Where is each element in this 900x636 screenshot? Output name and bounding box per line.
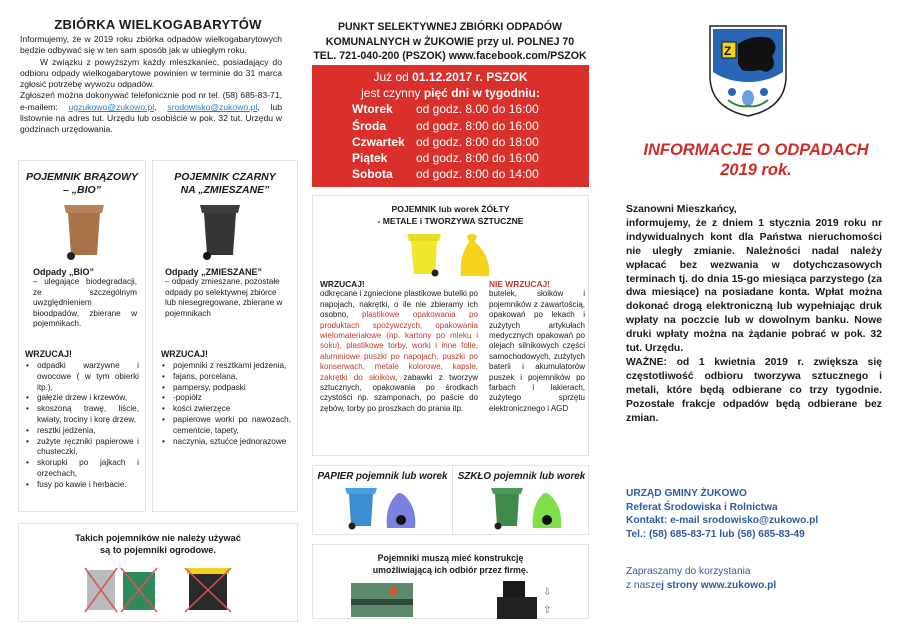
svg-text:⇩: ⇩ [543, 587, 552, 598]
yellow-wrzucaj [320, 279, 478, 414]
p3-suffix: , lub listownie na adres tut. Urzędu lub osobiście w pok. 32 tut. Urzędu w godzinach urzędowania. [20, 101, 282, 135]
mixed-desc [165, 267, 289, 319]
pszok-schedule [312, 101, 589, 182]
bin-construction-panel [312, 544, 589, 619]
crossed-out-bins-icon [83, 564, 233, 614]
list-item: • gałęzie drzew i krzewów, [25, 393, 139, 404]
bulky-waste-p2: W związku z powyższym każdy mieszkaniec, posiadający do odbioru odpady wielkogabarytowe powinien w terminie do 31 marca zgłosić potrzebę wywozu odpadów. [20, 56, 282, 90]
schedule-row [312, 166, 589, 182]
residents-letter [626, 203, 882, 426]
email-link-ugzukowo[interactable]: ugzukowo@zukowo.pl [68, 101, 155, 112]
letter-body2: WAŻNE: od 1 kwietnia 2019 r. zwiększa się częstotliwość odbioru tworzywa sztucznego i metali, które będą odbierane co trzy tygodnie. Pozostałe frakcje odpadów będą odbierane bez zmian. [626, 356, 882, 424]
bio-wrzucaj-head: WRZUCAJ! [25, 349, 72, 359]
list-item: • fajans, porcelana, [161, 372, 291, 383]
paper-section [313, 466, 453, 534]
pszok-intro-2 [312, 85, 589, 101]
bio-odpady-head: Odpady „BIO” [33, 267, 95, 277]
paper-glass-panel [312, 465, 589, 535]
mixed-items-list [161, 361, 291, 447]
pszok-title [305, 20, 595, 64]
pszok-title-line3: TEL. 721-040-200 (PSZOK) www.facebook.com/PSZOK [313, 50, 587, 62]
bio-title-line2: – „BIO” [63, 184, 101, 196]
yellow-wrzucaj-head: WRZUCAJ! [320, 279, 365, 289]
mixed-odpady-head: Odpady „ZMIESZANE” [165, 267, 263, 277]
list-item: • fusy po kawie i herbacie. [25, 480, 139, 491]
paper-bin-and-bag-icon [343, 486, 423, 532]
schedule-row [312, 134, 589, 150]
list-item: • resztki jedzenia, [25, 426, 139, 437]
paper-title: PAPIER pojemnik lub worek [317, 471, 448, 482]
schedule-row [312, 101, 589, 117]
list-item: • skorupki po jajkach i orzechach, [25, 458, 139, 480]
list-item: • kości zwierzęce [161, 404, 291, 415]
brown-bin-icon [61, 201, 107, 261]
list-item: • pojemniki z resztkami jedzenia, [161, 361, 291, 372]
pszok-intro-1 [312, 69, 589, 85]
intro-d: pięć dni w tygodniu: [423, 86, 540, 101]
yellow-wrzucaj-a: odkręcane i zgniecione plastikowe butelki po napojach, nakrętki, o ile nie zbieramy ich osobno, [320, 289, 478, 320]
schedule-hours: od godz. 8:00 do 18:00 [416, 134, 539, 149]
email-link-srodowisko[interactable]: srodowisko@zukowo.pl [167, 101, 258, 112]
glass-title: SZKŁO pojemnik lub worek [457, 471, 586, 482]
bio-bin-title [19, 171, 145, 197]
bio-wrzucaj [25, 349, 139, 491]
zukowo-coat-of-arms-icon [708, 24, 788, 118]
info-title [612, 140, 900, 180]
schedule-day: Środa [352, 118, 387, 133]
garden-line1: Takich pojemników nie należy używać [75, 533, 241, 543]
yellow-nie-head: NIE WRZUCAJ! [489, 279, 550, 289]
contact-block [626, 487, 886, 541]
mixed-bin-title [153, 171, 297, 197]
bulky-waste-p3 [20, 90, 282, 135]
invite-line1: Zapraszamy do korzystania [626, 566, 751, 577]
mixed-wrzucaj-head: WRZUCAJ! [161, 349, 208, 359]
pszok-title-line2: KOMUNALNYCH w ŻUKOWIE przy ul. POLNEJ 70 [325, 35, 575, 48]
schedule-day: Sobota [352, 167, 393, 182]
list-item: • odpadki warzywne i owocowe ( w tym obierki itp.), [25, 361, 139, 393]
glass-bin-and-bag-icon [489, 486, 569, 532]
bulky-waste-title: ZBIÓRKA WIELKOGABARYTÓW [54, 17, 262, 32]
list-item: • pampersy, podpaski [161, 383, 291, 394]
schedule-row [312, 118, 589, 134]
list-item: • naczynia, sztućce jednorazowe [161, 437, 291, 448]
mixed-title-line2: NA „ZMIESZANE” [180, 184, 270, 196]
schedule-hours: od godz. 8:00 do 16:00 [416, 151, 539, 166]
glass-section [453, 466, 590, 534]
mixed-odpady-desc: – odpady zmieszane, pozostałe odpady po selektywnej zbiórce lub niesegregowane, zbierane w pojemnikach [165, 277, 283, 318]
contact-email[interactable]: Kontakt: e-mail srodowisko@zukowo.pl [626, 515, 819, 526]
schedule-day: Czwartek [352, 134, 405, 149]
letter-body1: informujemy, że z dniem 1 stycznia 2019 roku nr indywidualnych kont dla Państwa nieruchomości nie uległy zmianie. Należności nadal należy wpłacać bez wezwania w dotychczasowych terminach tj. do dnia 15-go miesiąca parzystego (za dwa miesiące) na posiadane konta. Wpłat można dokonać drogą elektroniczną lub wypełniając druk wpłaty na poczcie lub w dowolnym banku. Nowe druki wpłaty można na żądanie pobrać w pok. 32 tut. Urzędu. [626, 217, 882, 355]
schedule-day: Wtorek [352, 102, 393, 117]
svg-text:⇧: ⇧ [543, 605, 552, 616]
construction-note [313, 552, 588, 576]
intro-c: jest czynny [361, 86, 424, 101]
yellow-wrzucaj-b: , zabawki z tworzyw sztucznych, opakowania po środkach czystości np. szamponach, po paście do zębów, torby po proszkach do prania itp. [320, 372, 479, 413]
website-invite [626, 565, 886, 592]
schedule-day: Piątek [352, 151, 388, 166]
letter-greeting: Szanowni Mieszkańcy, [626, 204, 737, 215]
schedule-hours: od godz. 8:00 do 16:00 [416, 118, 539, 133]
contact-phone: Tel.: (58) 685-83-71 lub (58) 685-83-49 [626, 528, 805, 540]
schedule-hours: od godz. 8:00 do 14:00 [416, 167, 539, 182]
yellow-wrzucaj-red: plastikowe opakowania po produktach spożywczych, opakowania wielomateriałowe (np. kartony po mleku i soku), plastikowe torby, worki i inne folie, aluminiowe puszki po napojach, puszki po konserwach, metale kolorowe, kapsle, zakrętki do słoików [320, 310, 478, 382]
yellow-bin-panel [312, 195, 589, 456]
sep: , [154, 101, 168, 112]
list-item: • papierowe worki po nawozach, cementcie, tapety, [161, 415, 291, 437]
garden-line2: są to pojemniki ogrodowe. [100, 545, 216, 555]
bio-title-line1: POJEMNIK BRĄZOWY [25, 171, 138, 183]
pszok-title-line1: PUNKT SELEKTYWNEJ ZBIÓRKI ODPADÓW [337, 21, 563, 33]
svg-text:Z: Z [724, 44, 732, 58]
contact-office: URZĄD GMINY ŻUKOWO [626, 488, 747, 499]
bio-desc [33, 267, 137, 330]
construction-line1: Pojemniki muszą mieć konstrukcję [377, 553, 524, 563]
p3-prefix: Zgłoszeń można dokonywać telefonicznie pod nr tel. (58) 685-83-71, e-mailem: [20, 90, 282, 112]
intro-b: 01.12.2017 r. PSZOK [412, 70, 528, 84]
mixed-bin-panel [152, 160, 298, 512]
contact-department: Referat Środowiska i Rolnictwa [626, 501, 778, 513]
mixed-wrzucaj [161, 349, 291, 447]
info-title-line2: 2019 rok. [720, 161, 792, 179]
bio-bin-panel [18, 160, 146, 512]
yellow-nie-wrzucaj [489, 279, 585, 414]
bulky-waste-p1: Informujemy, że w 2019 roku zbiórka odpadów wielkogabarytowych będzie odbywać się w ten sam sposób jak w ubiegłym roku. [20, 34, 282, 56]
list-item: • zużyte ręczniki papierowe i chusteczki, [25, 437, 139, 459]
yellow-title-line1: POJEMNIK lub worek ŻÓŁTY [391, 204, 510, 214]
pszok-hours-box [312, 65, 589, 187]
website-link[interactable]: j strony www.zukowo.pl [661, 579, 777, 591]
schedule-hours: od godz. 8.00 do 16:00 [416, 102, 539, 117]
list-item: • skoszoną trawę, liście, kwiaty, trociny i korę drzew, [25, 404, 139, 426]
garden-bins-note [19, 532, 297, 556]
intro-a: Już od [373, 70, 413, 84]
yellow-title-line2: - METALE i TWORZYWA SZTUCZNE [377, 215, 524, 226]
info-title-line1: INFORMACJE O ODPADACH [643, 141, 869, 159]
bulky-waste-text [20, 34, 282, 136]
black-bin-icon [197, 201, 243, 261]
construction-line2: umożliwiającą ich odbiór przez firmę. [372, 565, 529, 575]
mixed-title-line1: POJEMNIK CZARNY [174, 171, 276, 183]
bio-odpady-desc: – ulegające biodegradacji, ze szczególnym uwzględnieniem bioodpadów, zbierane w pojemnikach. [33, 277, 137, 329]
yellow-bin-title [313, 204, 588, 227]
list-item: • -popiółz [161, 393, 291, 404]
yellow-bin-and-bag-icon [405, 232, 505, 278]
bin-lid-detail-icon [351, 581, 561, 619]
invite-line2 [626, 579, 886, 593]
garden-bins-panel [18, 523, 298, 622]
invite-a: z nasze [626, 579, 662, 591]
yellow-nie-text: butelek, słoików i pojemników z zawartością, opakowań po lekach i zużytych artykułach medycznych opakowań po olejach silnikowych części samochodowych, zużytych baterii i akumulatorów puszek i pojemników po farbach i lakierach, zużytego sprzętu elektronicznego i AGD [489, 289, 585, 413]
bio-items-list [25, 361, 139, 491]
schedule-row [312, 150, 589, 166]
